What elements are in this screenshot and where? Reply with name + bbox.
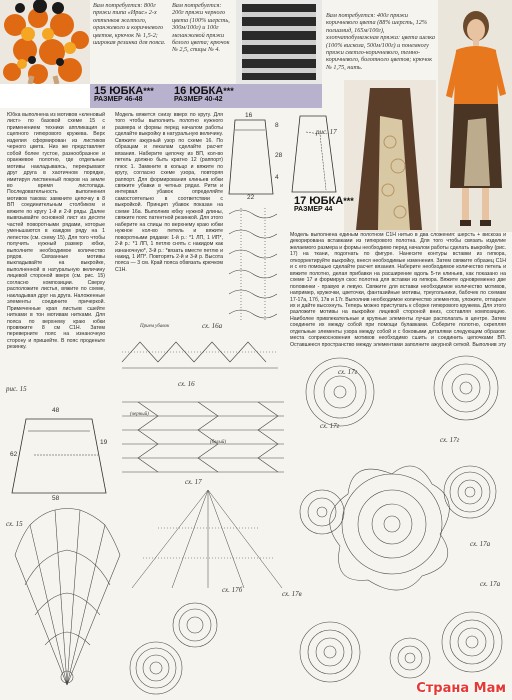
skirt-16-title: 16 ЮБКА — [174, 85, 224, 97]
sx-17g-label-3: сх. 17г — [440, 436, 460, 444]
skirt-16-heading — [174, 86, 234, 104]
skirt-16-size: РАЗМЕР 40-42 — [174, 96, 223, 103]
instructions-15: Юбка выполнена из мотивов «кленовый лист» по базовой схеме 15 с применением техники аппликация и сцепного гипюрового кружева. Верх изделия сформирован из листиков черного цвета. Низ же представляет собой более густое, разнообразное и оранжевое полотно, где отдельные мотивы накладываясь, перекрывают друг друга в хаотичном порядке, имитируя лиственный покров на земле во время листопада. Последовательность выполнения мотивов такова: замкните цепочку в 8 ВП соединительным столбиком и вяжите по кругу 1-й и 2-й ряды. Далее вывязывайте основной лист из десяти частей поворотными рядами, которые уменьшаются в каждом ряду на 1 лепесток (см. схему 15). Для того чтобы получить нужный размер юбки, выполните необходимое количество рядов. Связанные мотивы выкладывайте на выкройке, выполненной в натуральную величину лицевой стороной вверх (см. рис. 15) согласно композиции. Сверху расположите листья, вяжите по схеме, накладывая друг на друга. Наложенные элементы соедините причеркой. Примеченные края листьев сшейте нитками в тон мотивам нитками. Для пояса по верхнему краю юбки провяжите 8 см С1Н. Затем переверните пояс на изнаночную сторону и пришейте. В пояс проденьте резинку. — [7, 112, 105, 351]
skirt-15-stars: *** — [143, 86, 154, 96]
sx-16a-label: сх. 16а — [202, 322, 223, 330]
dim-62: 62 — [10, 451, 18, 458]
sx-17g-label-2: сх. 17г — [320, 422, 340, 430]
dim-16: 16 — [245, 112, 253, 119]
skirt-15-title: 15 ЮБКА — [94, 85, 144, 97]
dim-19: 19 — [100, 439, 108, 446]
skirt-17-stars: *** — [343, 196, 354, 206]
req-17-text: Вам потребуется: 400г пряжи коричневого цвета (88% шерсть, 12% полиамид, 165м/100г), хлопчатобумажная пряжа: цвета шелка (100% вискоза, 500м/100г) и понемногу пряжи светло-коричневого, темно-коричневого, болотного цветов; крючок № 1,75, нить. — [326, 12, 436, 71]
dim-4: 4 — [275, 174, 279, 181]
skirt-15-photo — [0, 0, 90, 84]
ris-15-diagram — [6, 395, 116, 503]
ris-17-label: рис. 17 — [316, 128, 337, 136]
sx-17-chart — [128, 488, 286, 592]
req-16-text: Вам потребуется: 200г пряжи черного цвета (100% шерсть, 300м/100г) и 100г меланжевой пряжи белого цвета; крючок № 2,5, спицы № 4. — [172, 2, 230, 54]
sx-17b-bottom-chart — [120, 640, 192, 696]
title-band-left — [0, 84, 90, 108]
sx-17g-label-1: сх. 17г — [338, 368, 358, 376]
req-15-text: Вам потребуется: 800г пряжи типа «Ирис» 2-х оттенков желтого, оранжевого и коричневого цветов, крючок № 1,5-2; широкая резинка для пояса. — [93, 2, 166, 47]
instructions-16: Модель вяжется снизу вверх по кругу. Для того чтобы выполнить полотно нужного размера и формы перед началом работы сделайте выкройку в натуральную величину. Свяжите ажурный узор по схеме 16. По образцам и лекалам сделайте расчет вязания. Наберите цепочку из ВП, кол-во петель должно быть кратно 12 (раппорт) плюс 1. Замкните в кольцо и вяжите по кругу, согласно схеме узора, повторяя раппорт. Для формирования клиньев юбки свяжите убавки в четных рядах. Ритм и интервал убавок определяйте самостоятельно в соответствии с выкройкой. Принцип убавок показан на схеме 16а. Выполнив юбку нужной длины, свяжите пояс патентной резинкой. Для этого наберите на спицы по верхнему краю юбки нужное кол-во петель и вяжите поворотными рядами: 1-й р.: *1 ЛП, 1 ИП*, 2-й р.: *1 ЛП, 1 петлю снять с накидом как изнаночную*, 3-й р.: *вязать вместе петлю и накид, 1 ИП*. Повторять 2-й и 3-й р. Высота пояса — 3 см. Край пояса обвязать крючком С1Н. — [115, 112, 223, 273]
sx-15-chart — [10, 505, 125, 695]
dim-22: 22 — [247, 194, 255, 201]
model-17-photo — [438, 0, 512, 232]
sx-17b-label: сх. 17б — [222, 586, 243, 594]
sx-17v-label: сх. 17в — [282, 590, 302, 598]
watermark: Страна Мам — [416, 681, 506, 696]
skirt-17-heading — [294, 196, 354, 214]
ris-15-label: рис. 15 — [6, 385, 27, 393]
skirt-17-photo — [344, 80, 436, 232]
skirt-16-stars: *** — [223, 86, 234, 96]
cherniy-label-1: (черный) — [130, 412, 149, 417]
instructions-17: Модель выполнена единым полотном С1Н нитью в два сложения: шерсть + вискоза и декорирована вставками из гипюрового полотна. Для того чтобы связать изделие желаемого размера и формы необходимо перед началом работы сделать выкройку (рис. 17) на ткани, подогнать по фигуре. Нанесите контуры вставки из гипюра, откорректируйте выкройку, внеся необходимые изменения. Затем свяжите образец С1Н и с его помощью сделайте расчет вязания. Наберите необходимое количество петель и вяжите полотно, делая прибавки на расширение вдоль 5-ти клиньев, как показано на схеме 17 и формируя скос полотна для вставки из гипюра. Вяжите одновременно две половинки - правую и левую. Свяжите для вставки необходимое количество мотивов, например, кружочки, цветочки, фантазийные мотивы, треугольники, бабочек по схемам 17-17а, 17б, 17в и 17г. Выполнив необходимое количество элементов, уложите, отпарьте их и дайте высохнуть. Теперь можно приступать к сборке гипюрового кружева. Для этого разложите мотивы на выкройке лицевой стороной вниз, составляя композицию. Наиболее привлекательные и крупные элементы лучше располагать в центре. Затем соедините их между собой при помощи булавками. Соберите полотно, скрепляя отдельные элементы узора между собой и с боковыми деталями следующим образом: места соприкосновения мотивов необходимо сшить и соединить цепочками ВП. Оставшееся пространство между элементами заполните ажурной сеткой. Выполнив эту — [290, 232, 506, 348]
motifs-diagram — [292, 352, 508, 694]
req-15 — [93, 2, 171, 46]
priem-ubavok-label: Прием убавок — [140, 324, 170, 329]
sx-16-label: сх. 16 — [178, 380, 195, 388]
sx-16a-chart — [120, 332, 280, 372]
sx-16-chart — [118, 392, 288, 492]
sx-15-label: сх. 15 — [6, 520, 23, 528]
beliy-label-1: (белый) — [210, 440, 227, 445]
dim-48: 48 — [52, 407, 60, 414]
pattern-16-chart — [225, 204, 287, 324]
skirt-17-title: 17 ЮБКА — [294, 195, 344, 207]
req-17 — [326, 12, 436, 71]
skirt-17-size: РАЗМЕР 44 — [294, 206, 333, 213]
dim-58: 58 — [52, 495, 60, 502]
req-16 — [172, 2, 232, 54]
sx-17-label: сх. 17 — [185, 478, 202, 486]
pattern-16-diagram — [225, 112, 285, 202]
dim-28: 28 — [275, 152, 283, 159]
skirt-15-heading — [94, 86, 154, 104]
skirt-15-size: РАЗМЕР 46-48 — [94, 96, 143, 103]
skirt-16-photo — [236, 0, 322, 84]
sx-17a-label-1: сх. 17а — [470, 540, 491, 548]
ris-17-diagram — [290, 112, 340, 196]
sx-17a-label-2: сх. 17а — [480, 580, 501, 588]
dim-8: 8 — [275, 122, 279, 129]
